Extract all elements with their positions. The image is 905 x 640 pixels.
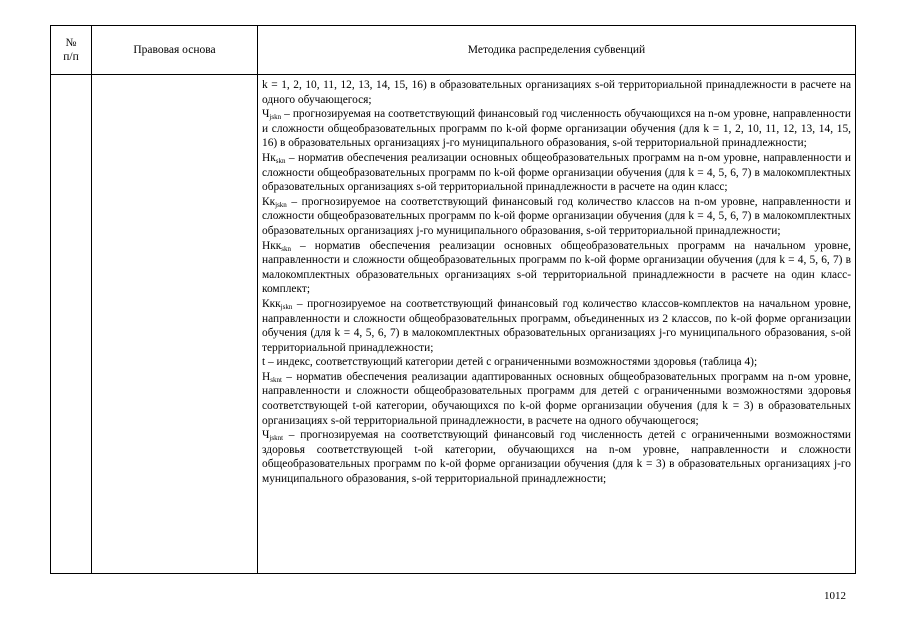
header-methodology: Методика распределения субвенций xyxy=(258,26,856,75)
term-symbol: Ч xyxy=(262,429,270,442)
term-subscript: sknt xyxy=(270,375,282,384)
term-symbol: Ч xyxy=(262,108,270,121)
table-body-row xyxy=(51,75,856,574)
definition-paragraph xyxy=(262,239,851,297)
term-symbol: Нк xyxy=(262,151,276,164)
term-symbol: Нкк xyxy=(262,239,282,252)
definition-paragraph xyxy=(262,107,851,151)
definition-paragraph xyxy=(262,195,851,239)
term-definition: – прогнозируемое на соответствующий финансовый год количество классов-комплектов на начальном уровне, направленности и сложности общеобразовательных программ, объединенных из 2 классов, по k-ой форме организации обучения (для k = 4, 5, 6, 7) в малокомплектных образовательных организациях j-го муниципального образования, s-ой территориальной принадлежности; xyxy=(262,297,851,354)
term-definition: – прогнозируемая на соответствующий финансовый год численность детей с ограниченными возможностями здоровья соответствующей t-ой категории, обучающихся на n-ом уровне, направленности и сложности общеобразовательных программ по k-ой форме организации обучения (для k = 3) в образовательных организациях j-го муниципального образования, s-ой территориальной принадлежности; xyxy=(262,429,851,486)
term-subscript: skn xyxy=(275,156,286,165)
subsidy-methodology-table xyxy=(50,25,856,574)
term-symbol: Ккк xyxy=(262,297,281,310)
definition-paragraph xyxy=(262,78,851,107)
term-definition: – норматив обеспечения реализации основных общеобразовательных программ на начальном уровне, направленности и сложности общеобразовательных программ по k-ой форме организации обучения (для k = 4, 5, 6, 7) в малокомплектных образовательных организациях s-ой территориальной принадлежности в расчете на один класс-комплект; xyxy=(262,239,851,296)
methodology-cell xyxy=(258,75,856,574)
term-subscript: jskn xyxy=(275,200,287,209)
term-definition: – норматив обеспечения реализации основных общеобразовательных программ на n-ом уровне, направленности и сложности общеобразовательных программ по k-ой форме организации обучения (для k = 4, 5, 6, 7) в малокомплектных образовательных организациях s-ой территориальной принадлежности в расчете на один класс; xyxy=(262,151,851,194)
term-definition: k = 1, 2, 10, 11, 12, 13, 14, 15, 16) в образовательных организациях s-ой территориальной принадлежности в расчете на одного обучающегося; xyxy=(262,79,851,106)
term-symbol: Н xyxy=(262,370,271,383)
term-subscript: jskn xyxy=(269,113,282,122)
legal-basis-cell xyxy=(92,75,258,574)
term-subscript: jsknt xyxy=(269,434,284,443)
definition-paragraph xyxy=(262,151,851,195)
term-subscript: jskn xyxy=(280,302,293,311)
term-definition: – прогнозируемое на соответствующий финансовый год количество классов на n-ом уровне, направленности и сложности общеобразовательных программ по k-ой форме организации обучения (для k = 4, 5, 6, 7) в малокомплектных образовательных организациях j-го муниципального образования, s-ой территориальной принадлежности; xyxy=(262,195,851,237)
definition-paragraph xyxy=(262,370,851,428)
term-subscript: skn xyxy=(281,244,292,253)
header-number-cell xyxy=(51,26,92,75)
table-header-row xyxy=(51,26,856,75)
header-legal-basis: Правовая основа xyxy=(92,26,258,75)
definition-paragraph xyxy=(262,355,851,370)
term-definition: t – индекс, соответствующий категории детей с ограниченными возможностями здоровья (таблица 4); xyxy=(262,356,758,369)
definition-paragraph xyxy=(262,297,851,355)
header-number-line1: № xyxy=(65,36,77,49)
term-symbol: Кк xyxy=(262,195,276,208)
page-number: 1012 xyxy=(824,590,846,602)
definition-paragraph xyxy=(262,428,851,486)
term-definition: – норматив обеспечения реализации адаптированных основных общеобразовательных программ на n-ом уровне, направленности и сложности общеобразовательных программ для детей с ограниченными возможностями здоровья соответствующей t-ой категории, обучающихся по k-ой форме организации обучения (для k = 3) в образовательных организациях s-ой территориальной принадлежности, в расчете на одного обучающегося; xyxy=(262,370,851,427)
term-definition: – прогнозируемая на соответствующий финансовый год численность обучающихся на n-ом уровне, направленности и сложности общеобразовательных программ по k-ой форме организации обучения (для k = 1, 2, 10, 11, 12, 13, 14, 15, 16) в образовательных организациях j-го муниципального образования, s-ой территориальной принадлежности; xyxy=(262,108,851,150)
header-number-line2: п/п xyxy=(63,51,79,63)
number-cell xyxy=(51,75,92,574)
